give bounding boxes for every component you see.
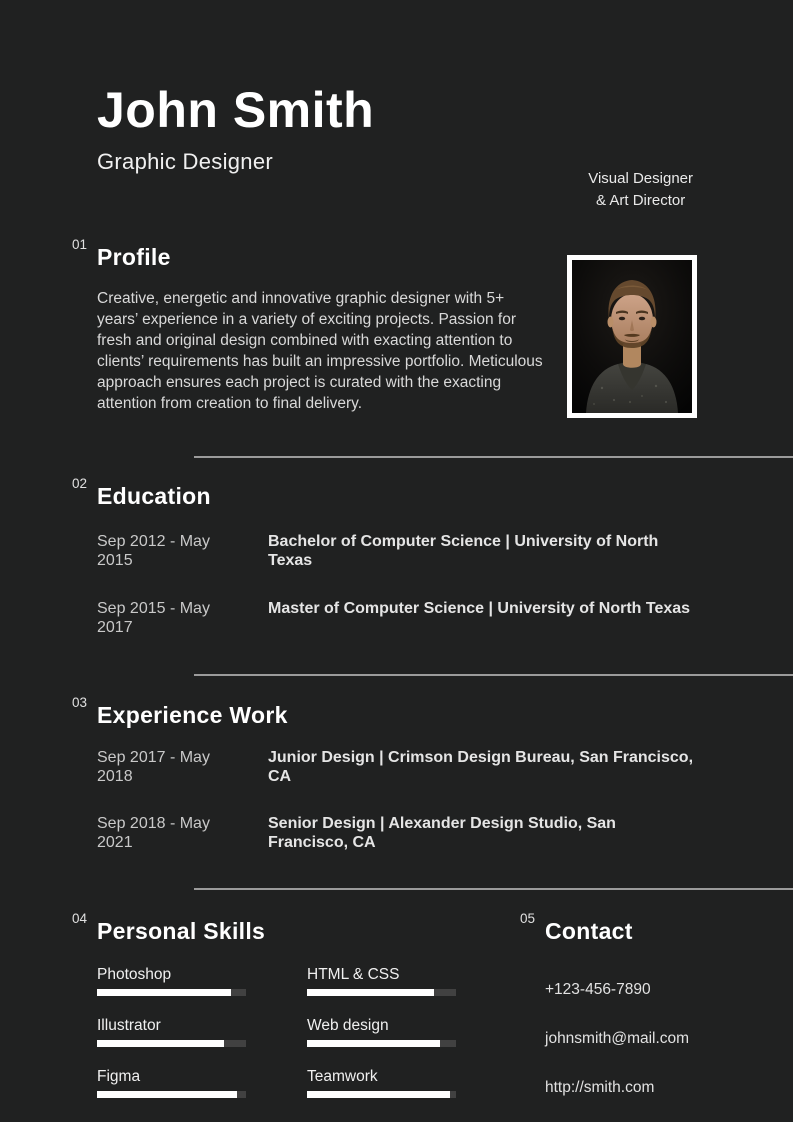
section-number: 02	[72, 476, 88, 491]
skill-label: HTML & CSS	[307, 966, 400, 983]
contact-list	[545, 980, 689, 1097]
bottom-section	[72, 911, 697, 1098]
skill-item	[97, 965, 246, 996]
contact-heading	[520, 911, 689, 946]
education-detail: Bachelor of Computer Science | University of North Texas	[268, 533, 659, 569]
contact-website: http://smith.com	[545, 1079, 655, 1096]
skill-bar	[307, 1091, 456, 1098]
tagline	[588, 168, 693, 211]
education-period: Sep 2012 - May 2015	[97, 533, 210, 569]
skill-item	[307, 1067, 456, 1098]
experience-detail: Senior Design | Alexander Design Studio, San Francisco, CA	[268, 815, 616, 851]
header	[97, 0, 697, 176]
skill-item	[97, 1016, 246, 1047]
experience-heading	[72, 695, 697, 730]
skill-label: Web design	[307, 1017, 389, 1034]
job-title: Graphic Designer	[97, 149, 273, 174]
education-row	[97, 599, 697, 637]
skill-label: Illustrator	[97, 1017, 161, 1034]
skill-bar-fill	[307, 1040, 440, 1047]
skill-bar	[307, 1040, 456, 1047]
skills-heading	[72, 911, 455, 946]
experience-period: Sep 2017 - May 2018	[97, 749, 210, 785]
section-title: Profile	[97, 244, 171, 270]
skill-bar-fill	[307, 1091, 450, 1098]
section-number: 04	[72, 911, 88, 926]
education-heading	[72, 476, 697, 511]
skill-item	[97, 1067, 246, 1098]
contact-phone: +123-456-7890	[545, 981, 651, 998]
section-title: Education	[97, 483, 211, 509]
skill-bar-fill	[97, 989, 231, 996]
section-title: Personal Skills	[97, 918, 266, 944]
divider	[194, 888, 793, 890]
profile-text: Creative, energetic and innovative graphic designer with 5+ years’ experience in a variety of exciting projects. Passion for fresh and original design combined with exacting attention to clients’ requirements has built an impressive portfolio. Meticulous approach ensures each project is curated with the exacting attention from creation to final delivery.	[97, 290, 543, 412]
skill-bar-fill	[307, 989, 434, 996]
education-section	[72, 476, 697, 637]
experience-section	[72, 695, 697, 852]
section-number: 05	[520, 911, 536, 926]
divider	[194, 456, 793, 458]
skill-label: Teamwork	[307, 1068, 378, 1085]
experience-row	[97, 814, 697, 852]
education-period: Sep 2015 - May 2017	[97, 600, 210, 636]
section-number: 01	[72, 237, 88, 252]
skill-bar	[97, 1040, 246, 1047]
skill-label: Photoshop	[97, 966, 172, 983]
section-title: Experience Work	[97, 702, 288, 728]
skills-section	[72, 911, 455, 1098]
section-number: 03	[72, 695, 88, 710]
person-name: John Smith	[97, 82, 375, 138]
experience-period: Sep 2018 - May 2021	[97, 815, 210, 851]
skill-bar	[307, 989, 456, 996]
experience-row	[97, 748, 697, 786]
tagline-line-1: Visual Designer	[588, 170, 693, 187]
skill-label: Figma	[97, 1068, 141, 1085]
contact-section	[520, 911, 690, 1098]
skill-bar-fill	[97, 1040, 224, 1047]
skill-bar-fill	[97, 1091, 237, 1098]
portrait-illustration	[572, 260, 692, 413]
skills-grid	[97, 965, 455, 1098]
skill-bar	[97, 989, 246, 996]
education-detail: Master of Computer Science | University of North Texas	[268, 600, 691, 617]
education-row	[97, 532, 697, 570]
tagline-line-2: & Art Director	[596, 191, 686, 209]
experience-detail: Junior Design | Crimson Design Bureau, San Francisco, CA	[268, 749, 694, 785]
contact-email: johnsmith@mail.com	[545, 1030, 690, 1047]
skill-item	[307, 965, 456, 996]
section-title: Contact	[545, 918, 633, 944]
skill-bar	[97, 1091, 246, 1098]
divider	[194, 674, 793, 676]
skill-item	[307, 1016, 456, 1047]
profile-photo	[567, 255, 697, 418]
